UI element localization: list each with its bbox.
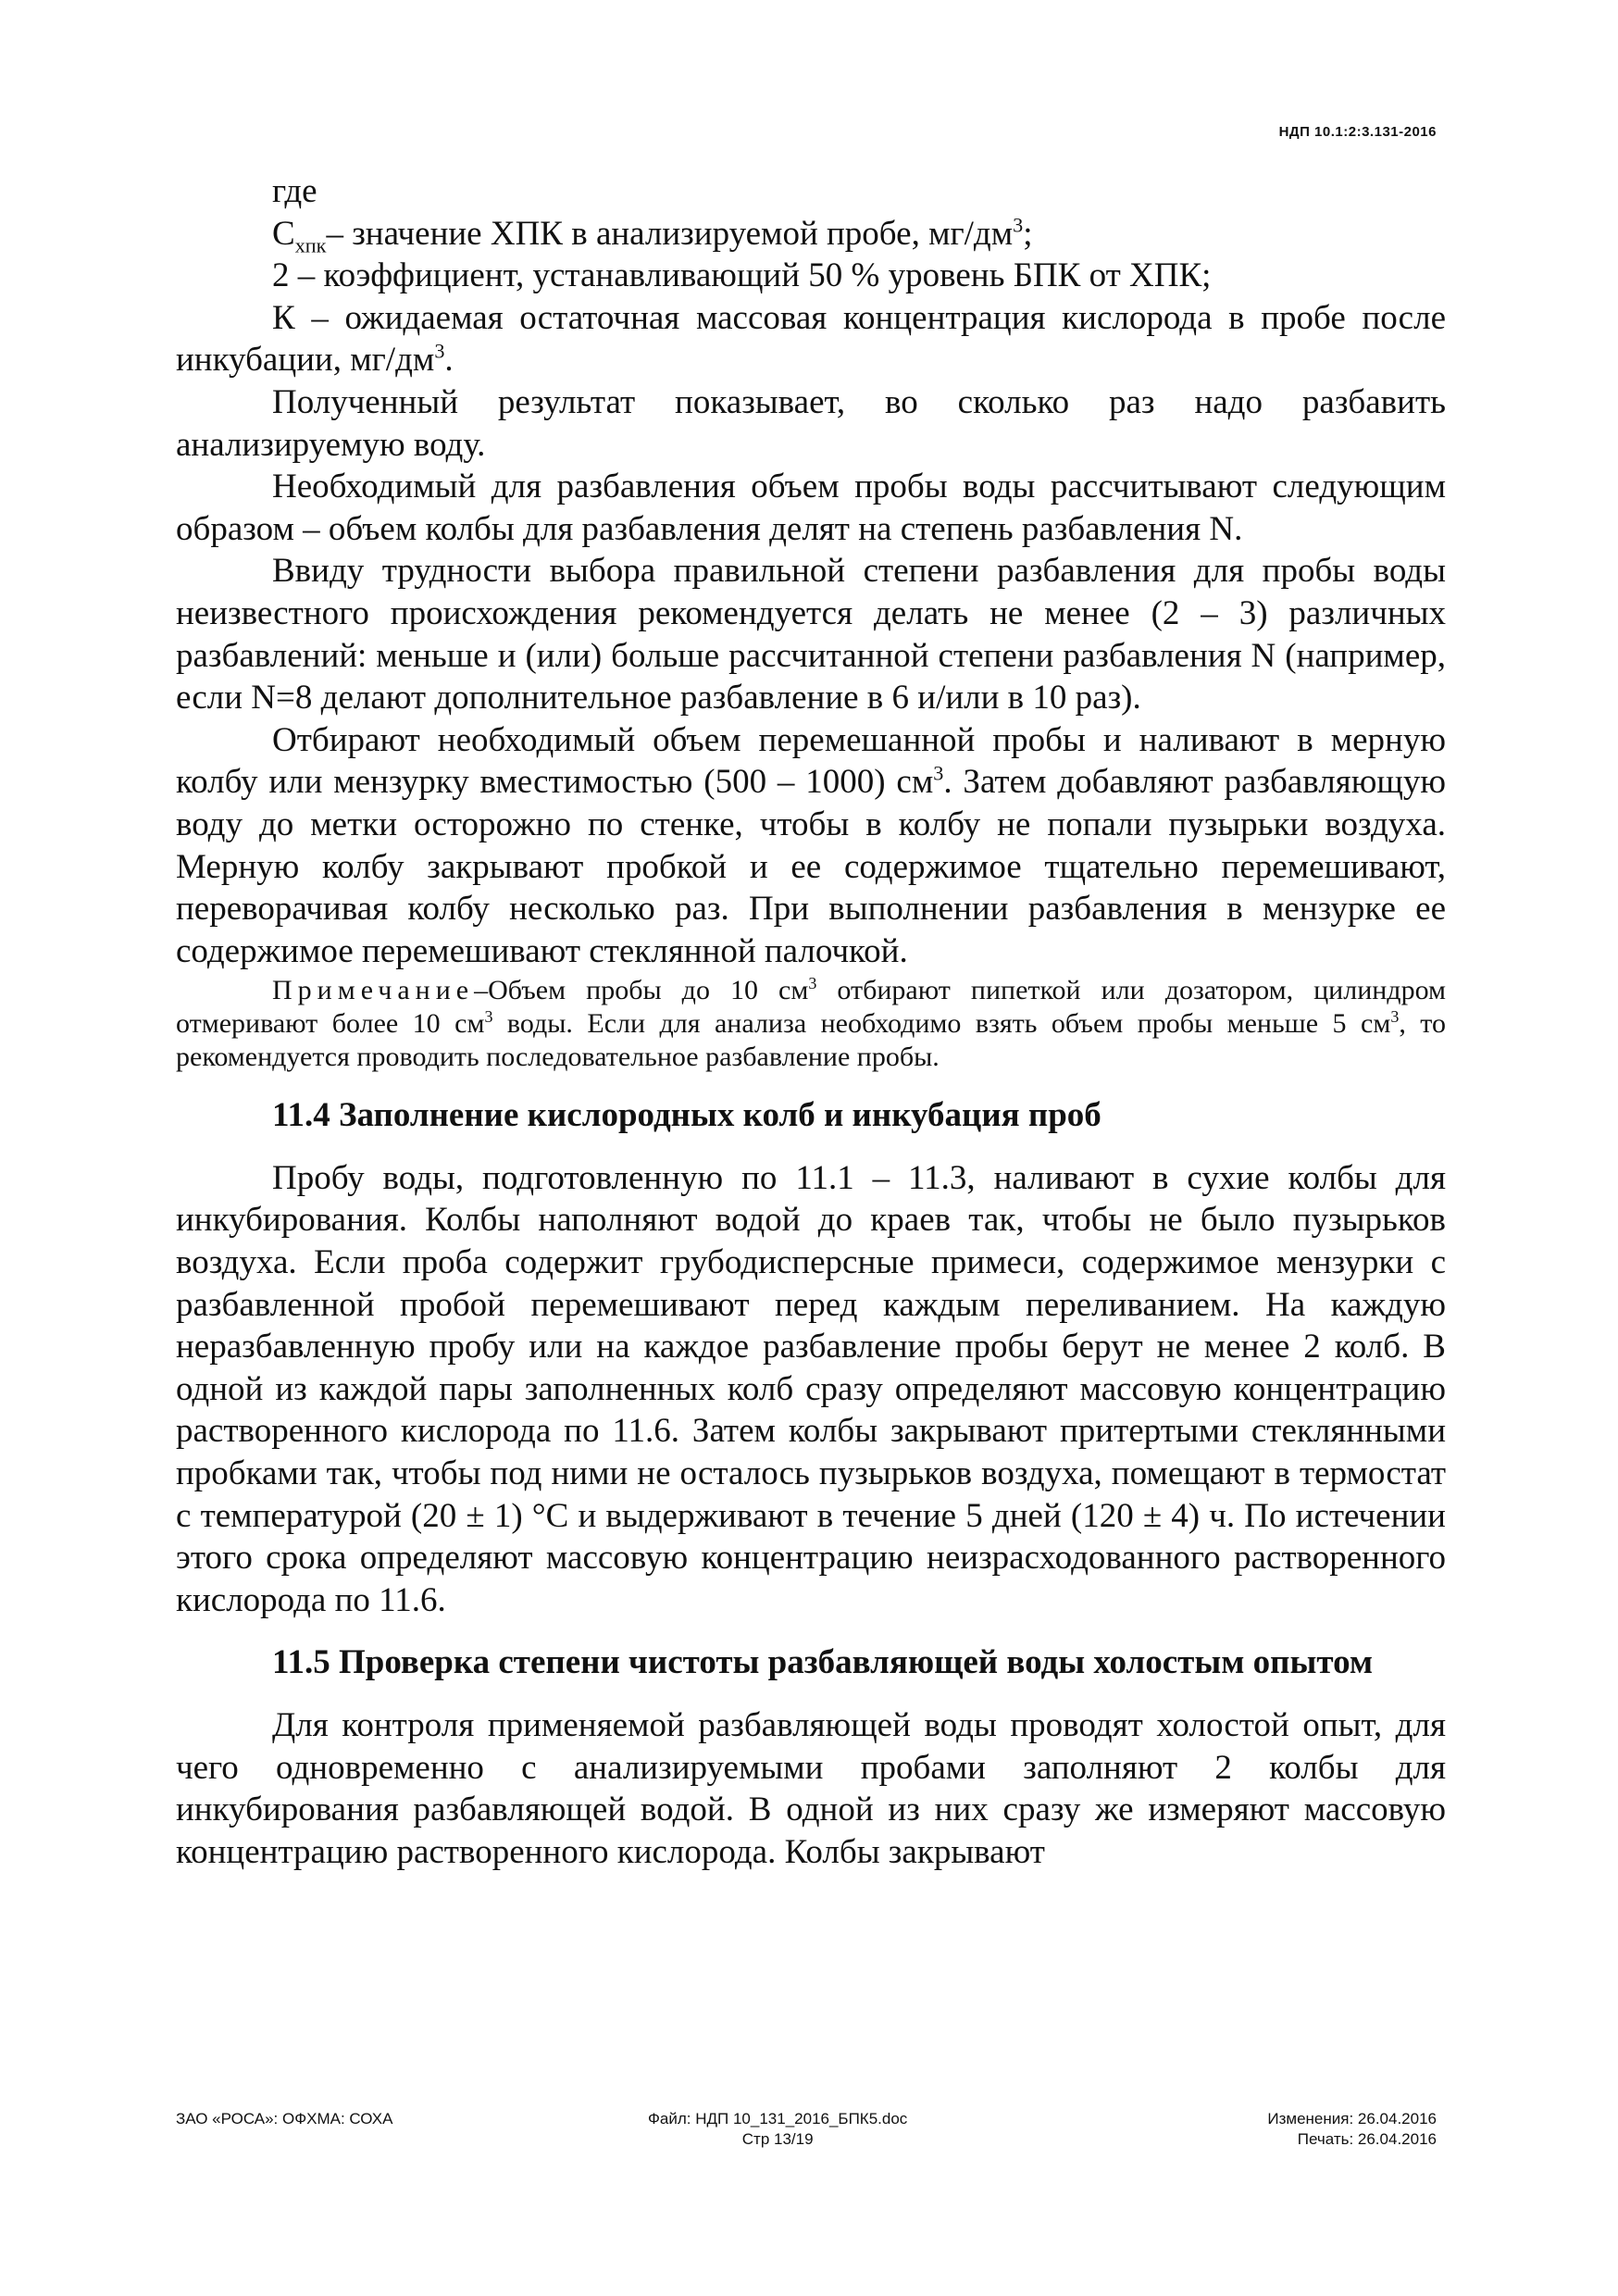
footer-printed-date: Печать: 26.04.2016: [1297, 2130, 1437, 2148]
paragraph-volume: Необходимый для разбавления объем пробы воды рассчитывают следующим образом – объем колбы для разбавления делят на степень разбавления N.: [176, 468, 1446, 548]
document-code: НДП 10.1:2:3.131-2016: [1278, 124, 1437, 140]
footer-dates: [1267, 2109, 1437, 2150]
paragraph-result: Полученный результат показывает, во сколько раз надо разбавить анализируемую воду.: [176, 382, 1446, 464]
section-heading-11-4: 11.4 Заполнение кислородных колб и инкубация проб: [272, 1096, 1101, 1135]
definition-cxpk: $С_{хпк}-$ значение ХПК в анализируемой пробе, $мг/дм^3$;: [272, 213, 1033, 256]
footer-changed-date: Изменения: 26.04.2016: [1267, 2110, 1437, 2128]
definition-coefficient: 2 – коэффициент, устанавливающий 50 % уровень БПК от ХПК;: [272, 256, 1212, 295]
paragraph-sampling: Отбирают необходимый объем перемешанной пробы и наливают в мерную колбу или мензурку вместимостью (500 – 1000) $см^3$. Затем добавляют разбавляющую воду до метки осторожно по стенке, чтобы в колбу не попали пузырьки воздуха. Мерную колбу закрывают пробкой и ее содержимое тщательно перемешивают, переворачивая колбу несколько раз. При выполнении разбавления в мензурке ее содержимое перемешивают стеклянной палочкой.: [176, 720, 1446, 970]
footer-organization: ЗАО «РОСА»: ОФХМА: СОХА: [176, 2110, 393, 2128]
where-label: где: [272, 172, 317, 210]
note: Примечание–Объем пробы до 10 $см^3$ отбирают пипеткой или дозатором, цилиндром отмеривают более 10 $см^3$ воды. Если для анализа необходимо взять объем пробы меньше 5 $см^3$, то рекомендуется проводить последовательное разбавление пробы.: [176, 974, 1446, 1073]
definition-k: К – ожидаемая остаточная массовая концентрация кислорода в пробе после инкубации, $мг/дм^3$.: [176, 298, 1446, 380]
page-body: [176, 170, 1446, 1873]
paragraph-dilutions: Ввиду трудности выбора правильной степени разбавления для пробы воды неизвестного происхождения рекомендуется делать не менее (2 – 3) различных разбавлений: меньше и (или) больше рассчитанной степени разбавления N (например, если N=8 делают дополнительное разбавление в 6 и/или в 10 раз).: [176, 552, 1446, 718]
note-label: Примечание: [272, 975, 475, 1006]
section-text-11-5: Для контроля применяемой разбавляющей воды проводят холостой опыт, для чего одновременно с анализируемыми пробами заполняют 2 колбы для инкубирования разбавляющей водой. В одной из них сразу же измеряют массовую концентрацию растворенного кислорода. Колбы закрывают: [176, 1706, 1446, 1871]
section-heading-11-5: 11.5 Проверка степени чистоты разбавляющей воды холостым опытом: [272, 1643, 1374, 1682]
footer-page-number: Стр 13/19: [741, 2130, 814, 2148]
variable-definitions: [176, 170, 1446, 381]
section-text-11-4: Пробу воды, подготовленную по 11.1 – 11.3, наливают в сухие колбы для инкубирования. Колбы наполняют водой до краев так, чтобы не было пузырьков воздуха. Если проба содержит грубодисперсные примеси, содержимое мензурки с разбавленной пробой перемешивают перед каждым переливанием. На каждую неразбавленную пробу или на каждое разбавление пробы берут не менее 2 колб. В одной из каждой пары заполненных колб сразу определяют массовую концентрацию растворенного кислорода по 11.6. Затем колбы закрывают притертыми стеклянными пробками так, чтобы под ними не осталось пузырьков воздуха, помещают в термостат с температурой (20 ± 1) °С и выдерживают в течение 5 дней (120 ± 4) ч. По истечении этого срока определяют массовую концентрацию неизрасходованного растворенного кислорода по 11.6.: [176, 1158, 1446, 1619]
footer-filename: Файл: НДП 10_131_2016_БПК5.doc: [648, 2110, 908, 2128]
footer-file-info: [648, 2109, 907, 2150]
